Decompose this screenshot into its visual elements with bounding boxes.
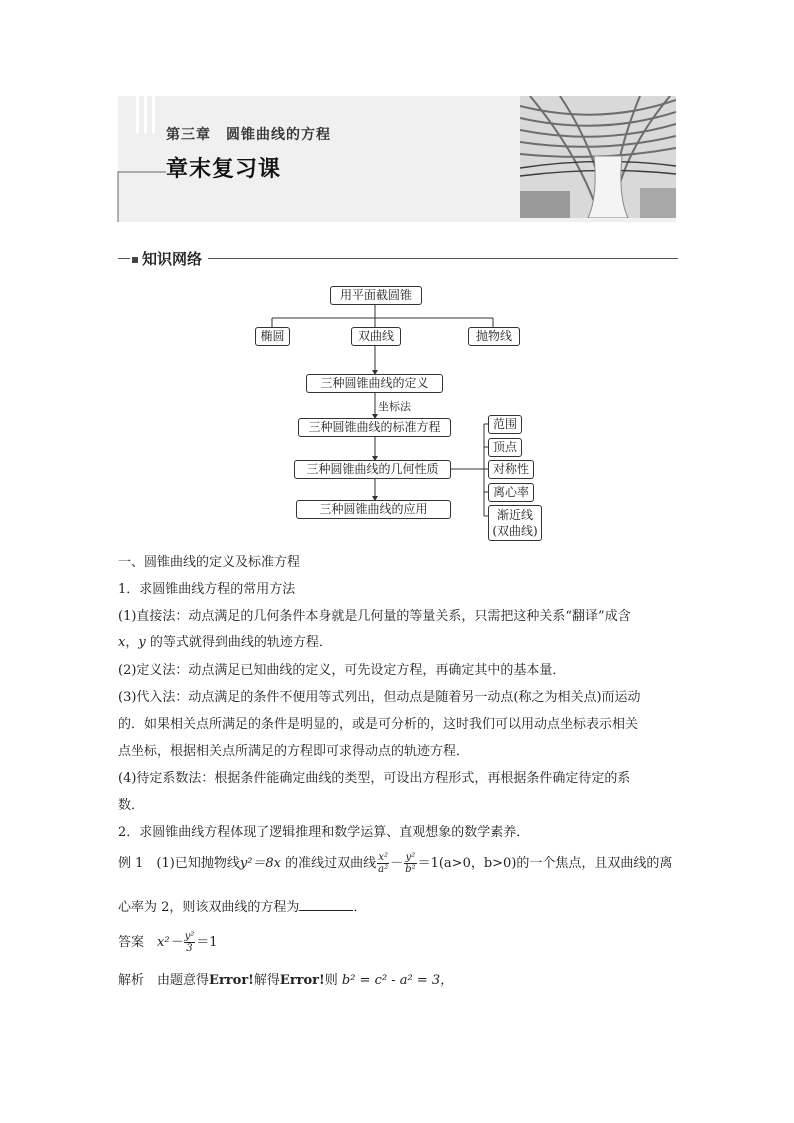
var-y: y (138, 635, 146, 650)
example-question: 心率为 2，则该双曲线的方程为 (118, 900, 300, 915)
diagram-label-coordinate-method: 坐标法 (378, 400, 411, 413)
method-definition: (2)定义法：动点满足已知曲线的定义，可先设定方程，再确定其中的基本量． (118, 663, 566, 678)
var-x: x (118, 635, 126, 650)
example-condition: ＝1(a>0，b>0)的一个焦点，且双曲线的离 (417, 856, 673, 871)
method-undetermined-line1: (4)待定系数法：根据条件能确定曲线的类型，可设出方程形式，再根据条件确定待定的系 (118, 771, 631, 786)
answer-blank (299, 898, 353, 911)
example-intro: (1)已知抛物线 (156, 856, 240, 871)
analysis-intro: 由题意得 (157, 973, 210, 988)
diagram-prop-symmetry: 对称性 (488, 460, 534, 479)
example-line1 (118, 852, 678, 875)
subsection-heading: 一、圆锥曲线的定义及标准方程 (118, 555, 301, 570)
answer-line (118, 931, 678, 954)
diagram-prop-vertex: 顶点 (488, 438, 522, 457)
analysis-line (118, 972, 678, 990)
analysis-then: 则 (324, 973, 342, 988)
analysis-mid: 解得 (253, 973, 280, 988)
diagram-node-parabola: 抛物线 (468, 327, 520, 346)
answer-label: 答案 (118, 935, 145, 950)
comma: ， (125, 635, 139, 650)
error-placeholder-2: Error! (279, 973, 325, 988)
diagram-node-standard-equation: 三种圆锥曲线的标准方程 (298, 418, 451, 437)
asymptote-note: (双曲线) (492, 524, 538, 538)
parabola-equation: y²＝8x (239, 856, 282, 871)
diagram-node-ellipse: 椭圆 (255, 327, 290, 346)
method-substitution-line2: 的．如果相关点所满足的条件是明显的，或是可分析的，这时我们可以用动点坐标表示相关 (118, 717, 639, 732)
asymptote-label: 渐近线 (496, 508, 533, 522)
example-line2 (118, 898, 678, 917)
method-substitution-line1: (3)代入法：动点满足的条件不便用等式列出，但动点是随着另一动点(称之为相关点)而运动 (118, 690, 641, 705)
diagram-node-cone-section: 用平面截圆锥 (330, 286, 422, 305)
example-end: ． (353, 900, 367, 915)
list-item-1: 1．求圆锥曲线方程的常用方法 (118, 582, 296, 597)
method-direct-line2 (118, 634, 678, 652)
diagram-prop-eccentricity: 离心率 (488, 483, 534, 502)
method-direct-line1: (1)直接法：动点满足的几何条件本身就是几何量的等量关系，只需把这种关系“翻译”成含 (118, 609, 631, 624)
method-undetermined-line2: 数． (118, 798, 145, 813)
diagram-node-geometric-properties: 三种圆锥曲线的几何性质 (294, 460, 451, 479)
analysis-equation: b² = c² - a² = 3， (341, 973, 454, 988)
section-heading-text: 知识网络 (142, 250, 203, 268)
diagram-prop-asymptote (488, 505, 542, 541)
lesson-title: 章末复习课 (166, 157, 282, 182)
list-item-2: 2．求圆锥曲线方程体现了逻辑推理和数学运算、直观想象的数学素养． (118, 825, 530, 840)
chapter-title: 第三章 圆锥曲线的方程 (166, 127, 331, 143)
example-label: 例 1 (118, 856, 144, 871)
analysis-label: 解析 (118, 973, 145, 988)
minus-sign: － (390, 856, 404, 871)
method-substitution-line3: 点坐标，根据相关点所满足的方程即可求得动点的轨迹方程． (118, 744, 470, 759)
diagram-node-application: 三种圆锥曲线的应用 (296, 500, 451, 519)
example-mid: 的准线过双曲线 (281, 856, 377, 871)
diagram-node-hyperbola: 双曲线 (351, 327, 401, 346)
fraction-y2-b2: $\frac{\text{y²}}{\text{b²}}$ (405, 852, 416, 875)
diagram-prop-range: 范围 (488, 415, 522, 434)
answer-eq: ＝1 (196, 935, 218, 950)
method-direct-rest: 的等式就得到曲线的轨迹方程． (145, 635, 332, 650)
fraction-x2-a2: $\frac{\text{x²}}{\text{a²}}$ (378, 852, 389, 875)
fraction-y2-3: $\frac{\text{y²}}{3}$ (184, 931, 195, 954)
diagram-node-definition: 三种圆锥曲线的定义 (306, 374, 443, 393)
error-placeholder-1: Error! (209, 973, 254, 988)
answer-x2: x²－ (157, 935, 183, 950)
